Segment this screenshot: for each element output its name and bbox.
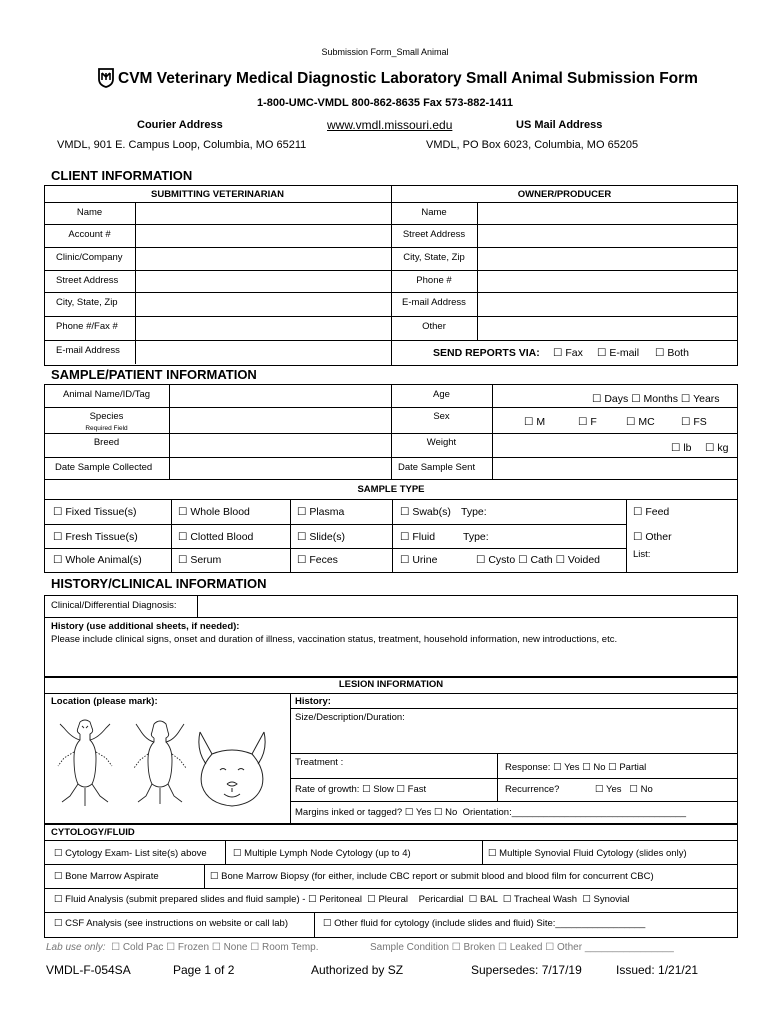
page-number: Page 1 of 2 — [173, 963, 235, 977]
sample-condition-row: Sample Condition ☐ Broken ☐ Leaked ☐ Other ________________ — [370, 942, 674, 953]
vet-field-label: Street Address — [56, 275, 119, 286]
type-other[interactable]: ☐ Other — [633, 531, 672, 543]
owner-field-label: Street Address — [402, 229, 466, 240]
treatment-label: Treatment : — [295, 757, 344, 768]
species-label: Species — [89, 411, 124, 422]
type-fresh-tissue[interactable]: ☐ Fresh Tissue(s) — [53, 531, 138, 543]
owner-field-input[interactable] — [478, 270, 737, 291]
send-both-checkbox[interactable]: ☐ Both — [655, 347, 689, 359]
growth-options[interactable]: Rate of growth: ☐ Slow ☐ Fast — [295, 784, 427, 795]
vet-field-input[interactable] — [136, 340, 390, 363]
type-feed[interactable]: ☐ Feed — [633, 506, 670, 518]
dog-face-icon — [192, 730, 272, 810]
vet-field-label: Account # — [68, 229, 111, 240]
type-serum[interactable]: ☐ Serum — [178, 554, 222, 566]
csf-analysis-checkbox[interactable]: ☐ CSF Analysis (see instructions on website or call lab) — [54, 918, 288, 929]
vet-field-label: Name — [76, 207, 103, 218]
vet-field-input[interactable] — [136, 316, 390, 339]
bone-marrow-biopsy-checkbox[interactable]: ☐ Bone Marrow Biopsy (for either, include CBC report or submit blood and blood film for concurrent CBC) — [210, 871, 654, 882]
margins-options[interactable]: Margins inked or tagged? ☐ Yes ☐ No Orientation:_________________________________ — [295, 807, 687, 818]
owner-field-label: City, State, Zip — [403, 252, 465, 263]
vet-field-input[interactable] — [136, 247, 390, 269]
history-heading: History (use additional sheets, if needed): — [51, 621, 240, 632]
dog-outline-icon — [130, 718, 190, 808]
other-list-label: List: — [633, 549, 651, 560]
cat-outline-icon — [50, 718, 120, 808]
vet-field-label: City, State, Zip — [56, 297, 118, 308]
vet-field-label: Phone #/Fax # — [56, 321, 118, 332]
fluid-type-label: Type: — [463, 531, 489, 543]
type-fixed-tissue[interactable]: ☐ Fixed Tissue(s) — [53, 506, 137, 518]
vet-field-label: Clinic/Company — [56, 252, 123, 263]
date-sent-label: Date Sample Sent — [398, 462, 476, 473]
diagnosis-label: Clinical/Differential Diagnosis: — [51, 600, 177, 611]
supersedes: Supersedes: 7/17/19 — [471, 963, 582, 977]
type-feces[interactable]: ☐ Feces — [297, 554, 338, 566]
species-note: Required Field — [85, 425, 128, 432]
type-urine[interactable]: ☐ Urine — [400, 554, 438, 566]
weight-kg-checkbox[interactable]: ☐ kg — [705, 442, 729, 454]
sex-mc-checkbox[interactable]: ☐ MC — [626, 416, 655, 428]
type-clotted-blood[interactable]: ☐ Clotted Blood — [178, 531, 254, 543]
bone-marrow-aspirate-checkbox[interactable]: ☐ Bone Marrow Aspirate — [54, 871, 159, 882]
animal-label: Animal Name/ID/Tag — [62, 389, 151, 400]
owner-field-label: Name — [421, 207, 447, 218]
sample-type-heading: SAMPLE TYPE — [357, 484, 425, 495]
sex-label: Sex — [433, 411, 450, 422]
location-label: Location (please mark): — [51, 696, 158, 707]
authorized-by: Authorized by SZ — [311, 963, 404, 977]
owner-field-label: Phone # — [416, 275, 452, 286]
mail-address: VMDL, PO Box 6023, Columbia, MO 65205 — [426, 139, 639, 151]
send-fax-checkbox[interactable]: ☐ Fax — [553, 347, 583, 359]
owner-field-input[interactable] — [478, 202, 737, 223]
type-swab[interactable]: ☐ Swab(s) — [400, 506, 451, 518]
top-label: Submission Form_Small Animal — [321, 47, 449, 57]
mail-heading: US Mail Address — [516, 119, 603, 131]
lymph-node-checkbox[interactable]: ☐ Multiple Lymph Node Cytology (up to 4) — [233, 848, 411, 859]
vet-field-label: E-mail Address — [56, 345, 120, 356]
other-fluid-checkbox[interactable]: ☐ Other fluid for cytology (include slides and fluid) Site:_________________ — [323, 918, 646, 929]
courier-heading: Courier Address — [137, 119, 223, 131]
vet-field-input[interactable] — [136, 292, 390, 315]
age-label: Age — [433, 389, 450, 400]
owner-field-label: Other — [422, 321, 446, 332]
type-whole-blood[interactable]: ☐ Whole Blood — [178, 506, 250, 518]
send-email-checkbox[interactable]: ☐ E-mail — [597, 347, 640, 359]
owner-field-input[interactable] — [478, 316, 737, 339]
vet-heading: SUBMITTING VETERINARIAN — [151, 189, 284, 200]
weight-label: Weight — [426, 437, 457, 448]
type-fluid[interactable]: ☐ Fluid — [400, 531, 436, 543]
vet-field-input[interactable] — [136, 224, 390, 246]
sex-fs-checkbox[interactable]: ☐ FS — [681, 416, 707, 428]
owner-field-input[interactable] — [478, 292, 737, 315]
vet-field-input[interactable] — [136, 270, 390, 291]
response-options[interactable]: Response: ☐ Yes ☐ No ☐ Partial — [505, 762, 647, 773]
page-title: CVM Veterinary Medical Diagnostic Laboratory Small Animal Submission Form — [118, 70, 698, 87]
age-options[interactable]: ☐ Days ☐ Months ☐ Years — [592, 393, 720, 405]
sample-section-title: SAMPLE/PATIENT INFORMATION — [51, 367, 257, 382]
synovial-cytology-checkbox[interactable]: ☐ Multiple Synovial Fluid Cytology (slides only) — [488, 848, 687, 859]
issued-date: Issued: 1/21/21 — [616, 963, 699, 977]
sex-m-checkbox[interactable]: ☐ M — [524, 416, 546, 428]
swab-type-label: Type: — [461, 506, 487, 518]
date-collected-label: Date Sample Collected — [55, 462, 153, 473]
lesion-history-label: History: — [295, 696, 331, 707]
sex-f-checkbox[interactable]: ☐ F — [578, 416, 597, 428]
recurrence-label: Recurrence? — [505, 784, 560, 795]
recurrence-options[interactable]: ☐ Yes ☐ No — [595, 784, 653, 795]
history-section-title: HISTORY/CLINICAL INFORMATION — [51, 576, 267, 591]
vet-field-input[interactable] — [136, 202, 390, 223]
history-note: Please include clinical signs, onset and duration of illness, vaccination status, treatment, household information, new introductions, etc. — [51, 634, 618, 645]
owner-heading: OWNER/PRODUCER — [517, 189, 612, 200]
breed-label: Breed — [93, 437, 120, 448]
size-label: Size/Description/Duration: — [295, 712, 405, 723]
fluid-analysis-row[interactable]: ☐ Fluid Analysis (submit prepared slides and fluid sample) - ☐ Peritoneal ☐ Pleural Pericardial ☐ BAL ☐ Tracheal Wash ☐ Synovial — [54, 894, 630, 905]
cytology-heading: CYTOLOGY/FLUID — [51, 827, 135, 838]
urine-options[interactable]: ☐ Cysto ☐ Cath ☐ Voided — [476, 554, 601, 566]
type-plasma[interactable]: ☐ Plasma — [297, 506, 345, 518]
owner-field-input[interactable] — [478, 247, 737, 269]
owner-field-label: E-mail Address — [402, 297, 466, 308]
client-section-title: CLIENT INFORMATION — [51, 168, 193, 183]
cytology-exam-checkbox[interactable]: ☐ Cytology Exam- List site(s) above — [54, 848, 207, 859]
type-whole-animal[interactable]: ☐ Whole Animal(s) — [53, 554, 142, 566]
owner-field-input[interactable] — [478, 224, 737, 246]
type-slides[interactable]: ☐ Slide(s) — [297, 531, 345, 543]
lab-use-row: Lab use only: ☐ Cold Pac ☐ Frozen ☐ None ☐ Room Temp. — [46, 942, 319, 953]
weight-lb-checkbox[interactable]: ☐ lb — [671, 442, 692, 454]
phone-numbers: 1-800-UMC-VMDL 800-862-8635 Fax 573-882-1411 — [257, 97, 513, 109]
lesion-heading: LESION INFORMATION — [338, 679, 444, 690]
website-link[interactable]: www.vmdl.missouri.edu — [327, 118, 453, 132]
mizzou-logo-icon — [97, 68, 115, 88]
form-id: VMDL-F-054SA — [46, 963, 131, 977]
send-reports-label: SEND REPORTS VIA: — [433, 347, 540, 359]
courier-address: VMDL, 901 E. Campus Loop, Columbia, MO 65211 — [57, 139, 307, 151]
